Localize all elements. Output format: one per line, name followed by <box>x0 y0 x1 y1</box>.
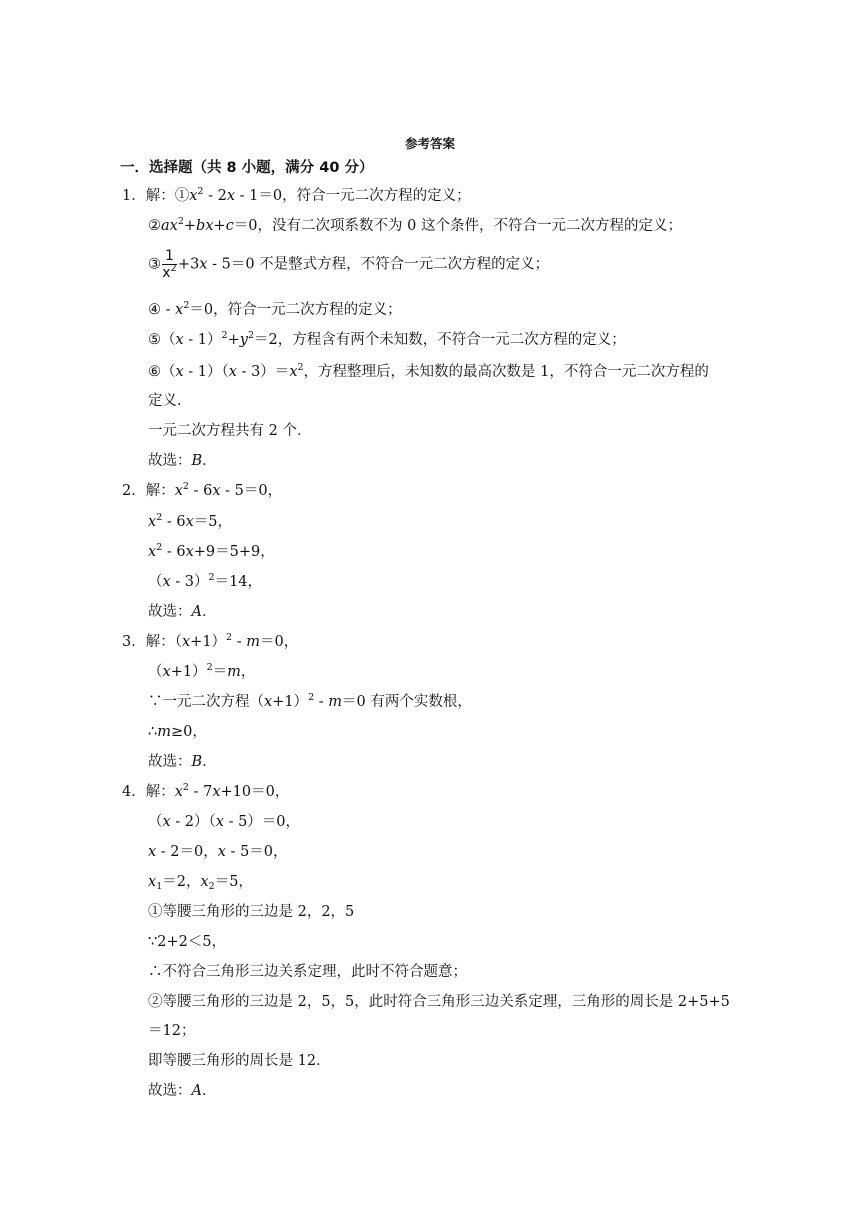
q1-line-5: ⑤（x - $1)^2+y^2=2$，方程含有两个未知数，不符合一元二次方程的定义； <box>148 330 626 348</box>
q4-line-6: ∵2+2＜5， <box>148 934 227 950</box>
q2-line-3: $x^2 - 6x+9=5+9$， <box>148 542 275 560</box>
q1-line-8: 一元二次方程共有 2 个． <box>148 423 312 439</box>
q1-line-7: 定义． <box>148 393 192 409</box>
q3-line-2: $(x+1)^2=m$， <box>148 662 256 680</box>
q3-answer: 故选：B． <box>148 754 217 770</box>
q4-line-3: x - 2＝0，x - 5＝0， <box>148 844 288 860</box>
q4-line-10: 即等腰三角形的周长是 12． <box>148 1053 331 1069</box>
q1-line-3: ③ $\frac{1}{x^2}$ +3x - 5＝0 不是整式方程，不符合一元二次方程的定义； <box>148 248 550 281</box>
q4-line-8: ②等腰三角形的三边是 2，5，5，此时符合三角形三边关系定理，三角形的周长是 2+5+5 <box>148 994 730 1010</box>
q4-answer: 故选：A． <box>148 1083 217 1099</box>
q3-line-1: 3．解：$(x+1)^2 - m=0$， <box>122 632 299 650</box>
page-title: 参考答案 <box>404 136 455 151</box>
q4-line-2: （x - 2）（x - 5）＝0， <box>148 814 301 830</box>
q2-line-4: （x - 3）$^2$＝14， <box>148 572 263 590</box>
q4-line-7: ∴不符合三角形三边关系定理，此时不符合题意； <box>148 964 467 980</box>
q2-line-1: 2．解：$x^2 - 6x - 5=0$， <box>122 481 283 499</box>
q4-line-4: $x_1=2$，$x_2=5$， <box>148 874 253 892</box>
q4-line-9: ＝12； <box>148 1023 196 1039</box>
q1-line-1: 1．解：$①x^2 - 2x - 1=0$，符合一元二次方程的定义； <box>122 186 471 204</box>
q1-line-2: $②ax^2+bx+c=0$，没有二次项系数不为 0 这个条件，不符合一元二次方程的定义； <box>148 216 682 234</box>
q4-line-1: 4．解：$x^2 - 7x+10=0$， <box>122 782 290 800</box>
fraction-one-over-x-squared: $\frac{1}{x^2}$ <box>162 248 177 281</box>
q4-line-5: ①等腰三角形的三边是 2，2，5 <box>148 904 355 920</box>
section-heading: 一．选择题（共 8 小题，满分 40 分） <box>120 160 374 176</box>
q3-line-4: ∴m≥0， <box>148 724 207 740</box>
q2-answer: 故选：A． <box>148 604 217 620</box>
q1-line-6: ⑥（x - $1)(x - 3)=x^2$，方程整理后，未知数的最高次数是 1，不符合一元二次方程的 <box>148 362 709 380</box>
q1-answer: 故选：B． <box>148 453 217 469</box>
q2-line-2: $x^2 - 6x=5$， <box>148 512 232 530</box>
q1-line-4: ④ - $x^2=0$，符合一元二次方程的定义； <box>148 300 402 318</box>
q3-line-3: ∵一元二次方程$(x+1)^2 - m=0$ 有两个实数根， <box>148 692 472 710</box>
